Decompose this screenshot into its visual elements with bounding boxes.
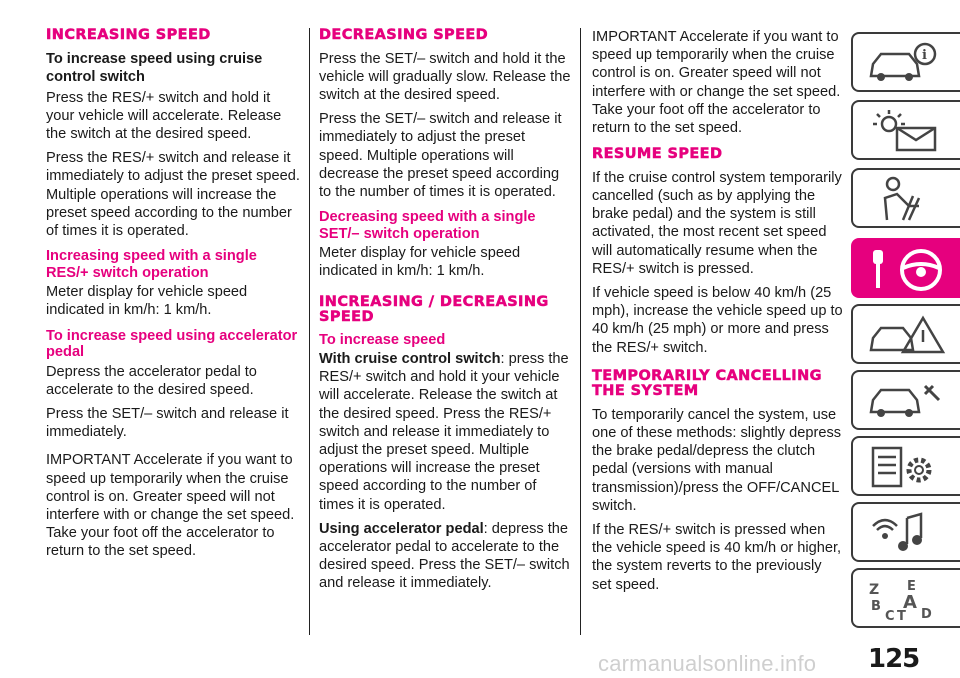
bold-label: With cruise control switch: [319, 351, 501, 368]
svg-text:E: E: [907, 579, 916, 594]
heading-temporarily-cancelling: TEMPORARILY CANCELLING THE SYSTEM: [592, 367, 822, 400]
car-accident-warning-icon: [863, 312, 953, 358]
car-maintenance-icon: [863, 378, 953, 424]
watermark: carmanualsonline.info: [598, 651, 817, 676]
svg-text:C: C: [885, 609, 895, 622]
data-gear-icon: [863, 444, 953, 490]
paragraph: If vehicle speed is below 40 km/h (25 mph), increase the vehicle speed up to 40 km/h (25 mph) or more and press the RES/+ switch.: [592, 284, 843, 356]
warning-light-message-icon: [863, 108, 953, 154]
paragraph: Meter display for vehicle speed indicated in km/h: 1 km/h.: [319, 245, 521, 280]
heading-increasing-decreasing: INCREASING / DECREASING SPEED: [319, 293, 549, 326]
subheading-single-res: Increasing speed with a single RES/+ switch operation: [46, 248, 257, 281]
paragraph: Depress the accelerator pedal to accelerate to the desired speed.: [46, 363, 257, 398]
important-note: IMPORTANT Accelerate if you want to speed up temporarily when the cruise control is on. Greater speed will not interfere with or change the set speed. Take your foot off the accelerator to return to the set speed.: [592, 29, 841, 137]
tab-maintenance[interactable]: [851, 370, 960, 430]
paragraph-cruise-switch: [319, 350, 571, 514]
paragraph: Press the SET/– switch and release it immediately.: [46, 405, 289, 441]
paragraph: To temporarily cancel the system, use one of these methods: slightly depress the brake pedal/depress the clutch pedal (versions with manual transmission)/press the OFF/CANCEL switch.: [592, 406, 842, 514]
svg-text:D: D: [921, 607, 932, 622]
subheading-accelerator-pedal: To increase speed using accelerator pedal: [46, 327, 298, 361]
paragraph-text: : press the RES/+ switch and hold it your vehicle will accelerate. Release the switch at the desired speed. Press the RES/+ switch and release it immediately to adjust the preset speed. Multiple operations will increase the preset speed according to the number of times it is operated.: [319, 351, 569, 513]
paragraph: Meter display for vehicle speed indicated in km/h: 1 km/h.: [46, 284, 248, 319]
paragraph: Press the RES/+ switch and hold it your vehicle will accelerate. Release the switch at the desired speed.: [46, 89, 282, 142]
paragraph-text: : depress the accelerator pedal to accelerate to the desired speed. Press the SET/– switch and release it immediately.: [319, 520, 570, 592]
svg-text:i: i: [922, 48, 927, 63]
car-info-icon: [863, 40, 953, 86]
paragraph-accelerator: [319, 520, 571, 593]
column-divider: [580, 28, 581, 635]
paragraph: Press the SET/– switch and hold it the vehicle will gradually slow. Release the switch at the desired speed.: [319, 50, 571, 103]
paragraph: If the cruise control system temporarily cancelled (such as by applying the brake pedal) and the system is still activated, the most recent set speed will automatically resume when the RES/+ switch is pressed.: [592, 169, 842, 277]
svg-text:A: A: [903, 592, 917, 613]
svg-text:B: B: [871, 599, 881, 614]
tab-emergency[interactable]: [851, 304, 960, 364]
page-number: 125: [868, 644, 920, 674]
tab-multimedia[interactable]: [851, 502, 960, 562]
paragraph: Press the SET/– switch and release it immediately to adjust the preset speed. Multiple operations will decrease the preset speed according to the number of times it is operated.: [319, 111, 562, 200]
column-divider: [309, 28, 310, 635]
alphabet-index-icon: [863, 576, 953, 622]
column-2: [319, 28, 571, 599]
paragraph: Press the RES/+ switch and release it immediately to adjust the preset speed. Multiple operations will increase the preset speed according to the number of times it is operated.: [46, 150, 300, 239]
multimedia-icon: [863, 510, 953, 556]
tab-index[interactable]: [851, 568, 960, 628]
subheading-to-increase: To increase speed: [319, 331, 446, 348]
column-3: [592, 28, 844, 600]
tab-starting-driving[interactable]: [851, 238, 960, 298]
important-note: IMPORTANT Accelerate if you want to speed up temporarily when the cruise control is on. Greater speed will not interfere with or change the set speed. Take your foot off the accelerator to return to the set speed.: [46, 452, 295, 560]
tab-warning-lights[interactable]: [851, 100, 960, 160]
paragraph: If the RES/+ switch is pressed when the vehicle speed is 40 km/h or higher, the system reverts to the previously set speed.: [592, 521, 842, 593]
tab-safety[interactable]: [851, 168, 960, 228]
heading-decreasing-speed: DECREASING SPEED: [319, 27, 489, 43]
seat-safety-icon: [863, 176, 953, 222]
column-1: [46, 28, 302, 567]
svg-text:Z: Z: [869, 582, 880, 598]
subheading-cruise-switch: To increase speed using cruise control switch: [46, 50, 263, 85]
key-steering-wheel-icon: [863, 246, 953, 292]
subheading-single-set: Decreasing speed with a single SET/– switch operation: [319, 209, 536, 242]
heading-resume-speed: RESUME SPEED: [592, 146, 723, 163]
svg-text:T: T: [897, 609, 906, 622]
tab-car-info[interactable]: [851, 32, 960, 92]
heading-increasing-speed: INCREASING SPEED: [46, 27, 211, 43]
tab-technical-data[interactable]: [851, 436, 960, 496]
bold-label: Using accelerator pedal: [319, 520, 484, 537]
